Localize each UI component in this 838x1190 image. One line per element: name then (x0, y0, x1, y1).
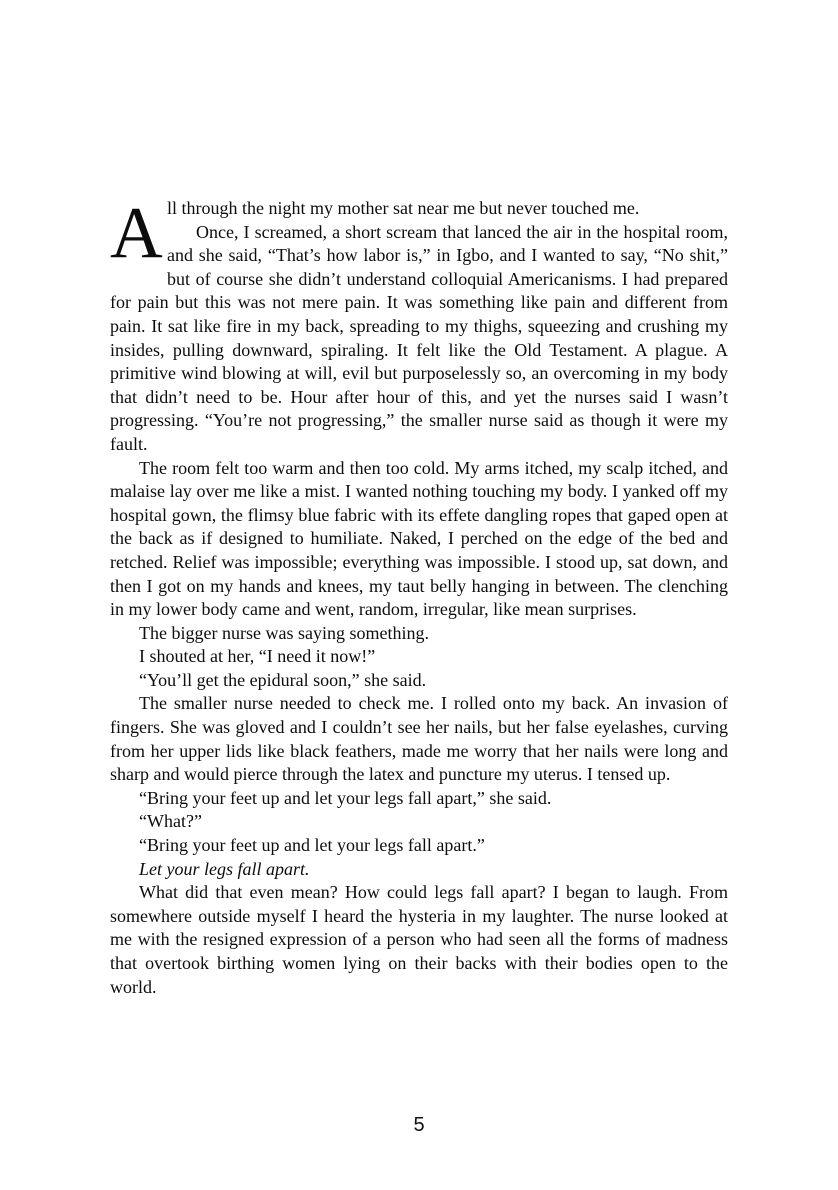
paragraph-laugh: What did that even mean? How could legs fall apart? I began to laugh. From somewhere outside myself I heard the hysteria in my laughter. The nurse looked at me with the resigned expression of a person who had seen all the forms of madness that overtook birthing women lying on their backs with their bodies open to the world. (110, 882, 728, 997)
paragraph-smaller-nurse: The smaller nurse needed to check me. I rolled onto my back. An invasion of fingers. She was gloved and I couldn’t see her nails, but her false eyelashes, curving from her upper lids like black feathers, made me worry that her nails were long and sharp and would pierce through the latex and puncture my uterus. I tensed up. (110, 693, 728, 785)
paragraph-opening (110, 192, 728, 273)
paragraph-labor: Once, I screamed, a short scream that lanced the air in the hospital room, and she said, “That’s how labor is,” in Igbo, and I wanted to say, “No shit,” but of course she didn’t understand colloquial Americanisms. I had prepared for pain but this was not mere pain. It was something like pain and different from pain. It sat like fire in my back, spreading to my thighs, squeezing and crushing my insides, pulling downward, spiraling. It felt like the Old Testament. A plague. A primitive wind blowing at will, evil but purposelessly so, an overcoming in my body that didn’t need to be. Hour after hour of this, and yet the nurses said I wasn’t progressing. “You’re not progressing,” the smaller nurse said as though it were my fault. (110, 221, 728, 454)
paragraph-what: “What?” (139, 811, 202, 832)
paragraph-italic-echo: Let your legs fall apart. (139, 858, 310, 879)
page-text (110, 192, 728, 999)
drop-cap-letter (110, 192, 167, 290)
paragraph-opening-text: ll through the night my mother sat near me but never touched me. (167, 198, 640, 218)
paragraph-shouted: I shouted at her, “I need it now!” (139, 646, 376, 667)
paragraph-feet-up-1: “Bring your feet up and let your legs fall apart,” she said. (139, 787, 552, 808)
paragraph-room: The room felt too warm and then too cold. My arms itched, my scalp itched, and malaise lay over me like a mist. I wanted nothing touching my body. I yanked off my hospital gown, the flimsy blue fabric with its effete dangling ropes that gaped open at the back as if designed to humiliate. Naked, I perched on the edge of the bed and retched. Relief was impossible; everything was impossible. I stood up, sat down, and then I got on my hands and knees, my taut belly hanging in between. The clenching in my lower body came and went, random, irregular, like mean surprises. (110, 457, 728, 620)
paragraph-bigger-nurse: The bigger nurse was saying something. (139, 622, 429, 643)
page-number: 5 (413, 1114, 425, 1136)
paragraph-epidural: “You’ll get the epidural soon,” she said. (139, 669, 427, 690)
drop-cap-glyph: A (110, 192, 163, 273)
paragraph-feet-up-2: “Bring your feet up and let your legs fall apart.” (139, 835, 485, 856)
